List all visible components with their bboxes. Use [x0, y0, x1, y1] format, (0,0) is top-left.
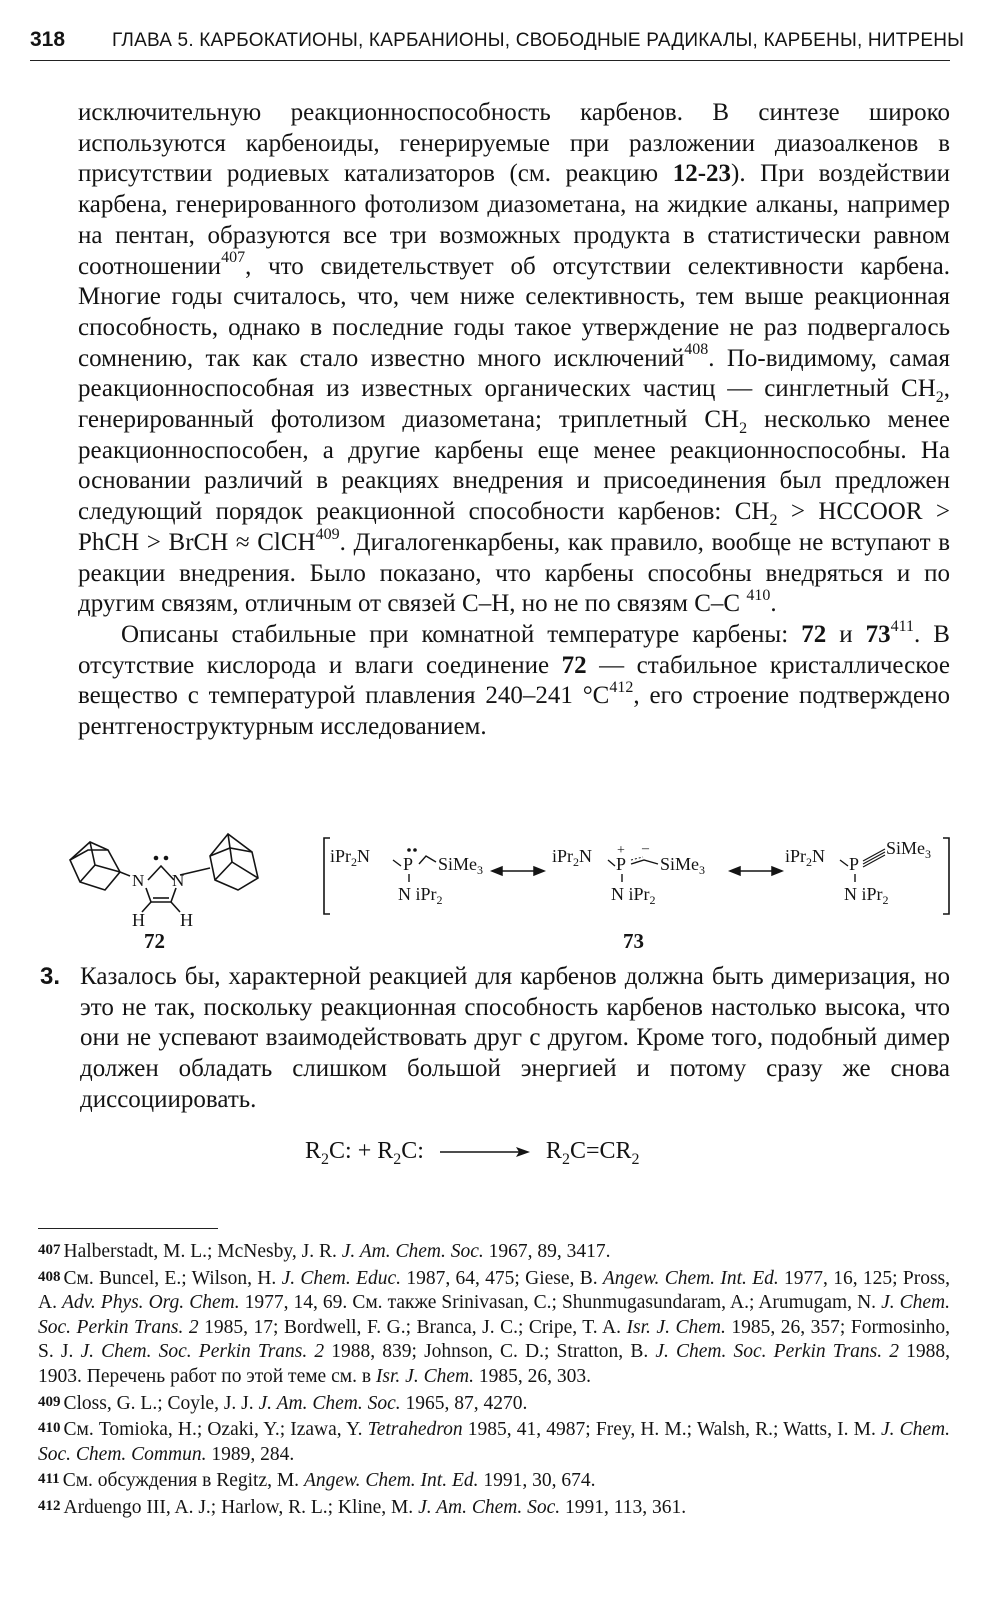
compound-label-73: 73 [623, 929, 644, 952]
text-run: . В отсутствие кислорода и влаги соединение [78, 620, 950, 679]
compound-ref-73: 73 [865, 620, 891, 648]
footnote-ref-411: 411 [890, 617, 915, 635]
running-title: ГЛАВА 5. КАРБОКАТИОНЫ, КАРБАНИОНЫ, СВОБОДНЫЕ РАДИКАЛЫ, КАРБЕНЫ, НИТРЕНЫ [112, 30, 965, 51]
footnote-number: 411 [38, 1471, 60, 1488]
phosphorus-label: P [849, 854, 860, 874]
resonance-form-3 [785, 838, 931, 907]
reaction-arrow [440, 1146, 530, 1158]
compound-ref-72: 72 [561, 651, 587, 679]
hydrogen-label: H [132, 910, 145, 930]
footnote-divider [38, 1228, 218, 1229]
text-run: ). При воздействии карбена, генерированного фотолизом диазометана, на жидкие алканы, например на пентан, образуются все три возможных продукта в статистически равном соотношении [78, 160, 951, 280]
text-run: . [770, 590, 777, 618]
footnote-407 [38, 1238, 950, 1265]
text-run: . Дигалогенкарбены, как правило, вообще не вступают в реакции внедрения. Было показано, что карбены способны внедряться и по другим связям, отличным от связей C–H, но не по связям C–C [78, 528, 951, 618]
footnote-ref-410: 410 [746, 586, 771, 604]
compound-label-72: 72 [144, 929, 165, 952]
footnote-text: Closs, G. L.; Coyle, J. J. J. Am. Chem. Soc. 1965, 87, 4270. [63, 1392, 528, 1414]
text-run: , что свидетельствует об отсутствии селективности карбена. Многие годы считалось, что, чем ниже селективность, тем выше реакционная способность, однако в последние годы такое утверждение не раз подвергалось сомнению, так как стало известно много исключений [78, 252, 950, 372]
footnote-text: См. Buncel, E.; Wilson, H. J. Chem. Educ. 1987, 64, 475; Giese, B. Angew. Chem. Int. Ed. 1977, 16, 125; Pross, A. Adv. Phys. Org. Chem. 1977, 14, 69. См. также Srinivasan, C.; Shunmugasundaram, A.; Arumugam, N. J. Chem. Soc. Perkin Trans. 2 1985, 17; Bordwell, F. G.; Branca, J. C.; Cripe, T. A. Isr. J. Chem. 1985, 26, 357; Formosinho, S. J. J. Chem. Soc. Perkin Trans. 2 1988, 839; Johnson, C. D.; Stratton, B. J. Chem. Soc. Perkin Trans. 2 1988, 1903. Перечень работ по этой теме см. в Isr. J. Chem. 1985, 26, 303. [38, 1267, 951, 1387]
footnote-text: Arduengo III, A. J.; Harlow, R. L.; Kline, M. J. Am. Chem. Soc. 1991, 113, 361. [63, 1496, 687, 1518]
dimerization-equation: $R_2C$: + $R_2C$: $R_2C=CR_2$ [305, 1138, 640, 1168]
resonance-form-1 [330, 846, 483, 907]
compound-ref-72: 72 [801, 620, 827, 648]
svg-text:N iPr2: N iPr$_2$ [844, 884, 889, 907]
footnote-410 [38, 1416, 950, 1467]
text-run: несколько менее реакционноспособен, а другие карбены еще менее реакционноспособны. На основании различий в реакциях внедрения и присоединения был предложен следующий порядок реакционной способности карбенов: CH [78, 406, 951, 526]
footnote-412 [38, 1494, 950, 1521]
nitrogen-label: N [172, 871, 185, 890]
main-text [78, 98, 950, 743]
resonance-form-2 [552, 841, 705, 907]
svg-text:N iPr2: N iPr$_2$ [611, 884, 656, 907]
footnote-text: См. Tomioka, H.; Ozaki, Y.; Izawa, Y. Tetrahedron 1985, 41, 4987; Frey, H. M.; Walsh, R.; Watts, I. M. J. Chem. Soc. Chem. Commun. 1989, 284. [38, 1419, 950, 1465]
text-run: > HCCOOR > PhCH > BrCH ≈ ClCH [78, 498, 950, 556]
subscript: 2 [739, 420, 748, 438]
numbered-item-3 [40, 962, 950, 1116]
footnote-411 [38, 1467, 950, 1494]
footnote-number: 408 [38, 1268, 61, 1285]
footnotes [38, 1238, 950, 1521]
reaction-reference: 12-23 [672, 160, 732, 188]
footnote-ref-407: 407 [221, 249, 246, 267]
svg-text:iPr2N: iPr$_2$N [330, 846, 371, 869]
paragraph-1 [78, 98, 950, 620]
lone-pair-dot [154, 856, 159, 861]
subscript: 2 [769, 512, 778, 530]
svg-text:iPr2N: iPr$_2$N [785, 846, 826, 869]
plus-charge: + [617, 843, 625, 858]
footnote-ref-409: 409 [315, 525, 340, 543]
phosphorus-label: P [616, 854, 627, 874]
svg-text:SiMe3: SiMe$_3$ [438, 854, 484, 877]
text-run: . По-видимому, самая реакционноспособная из известных органических частиц — синглетный CH [78, 344, 950, 403]
text-run: исключительную реакционноспособность карбенов. В синтезе широко используются карбеноиды, генерируемые при разложении диазоалкенов в присутствии родиевых катализаторов (см. реакцию [78, 99, 950, 188]
footnote-ref-412: 412 [609, 679, 634, 697]
page-number: 318 [30, 28, 66, 51]
svg-text:N iPr2: N iPr$_2$ [398, 884, 443, 907]
footnote-number: 410 [38, 1420, 61, 1437]
item-text: Казалось бы, характерной реакцией для карбенов должна быть димеризация, но это не так, поскольку реакционная способность карбенов настолько высока, что они не успевают взаимодействовать друг с другом. Кроме того, подобный димер должен обладать слишком большой энергией и потому сразу же снова диссоциировать. [80, 963, 950, 1113]
hydrogen-label: H [180, 910, 193, 930]
text-run: , генерированный фотолизом диазометана; триплетный CH [78, 375, 950, 434]
minus-charge: – [642, 841, 649, 856]
text-run: — стабильное кристаллическое вещество с температурой плавления 240–241 °C [78, 651, 951, 710]
footnote-409 [38, 1390, 950, 1417]
resonance-arrow [492, 867, 544, 875]
footnote-ref-408: 408 [684, 341, 709, 359]
resonance-arrow [730, 867, 782, 875]
item-number: 3. [40, 963, 61, 990]
text-run: , его строение подтверждено рентгеноструктурным исследованием. [78, 682, 950, 741]
running-header [30, 26, 965, 61]
paragraph-2 [78, 617, 951, 743]
subscript: 2 [935, 389, 944, 407]
structure-72 [70, 834, 258, 912]
text-run: и [826, 620, 866, 648]
nitrogen-label: N [132, 871, 145, 890]
footnote-text: Halberstadt, M. L.; McNesby, J. R. J. Am. Chem. Soc. 1967, 89, 3417. [63, 1241, 611, 1262]
footnote-text: См. обсуждения в Regitz, M. Angew. Chem. Int. Ed. 1991, 30, 674. [62, 1470, 596, 1492]
lone-pair-dot [164, 856, 169, 861]
svg-text:SiMe3: SiMe$_3$ [660, 854, 706, 877]
phosphorus-label: P [403, 854, 414, 874]
footnote-408 [38, 1265, 950, 1390]
footnote-number: 409 [38, 1393, 61, 1410]
footnote-number: 412 [38, 1497, 61, 1514]
text-run: Описаны стабильные при комнатной температуре карбены: [121, 620, 802, 648]
chemical-structures [60, 820, 960, 952]
svg-text:SiMe3: SiMe$_3$ [886, 838, 932, 861]
footnote-number: 407 [38, 1242, 61, 1258]
svg-text:iPr2N: iPr$_2$N [552, 846, 593, 869]
